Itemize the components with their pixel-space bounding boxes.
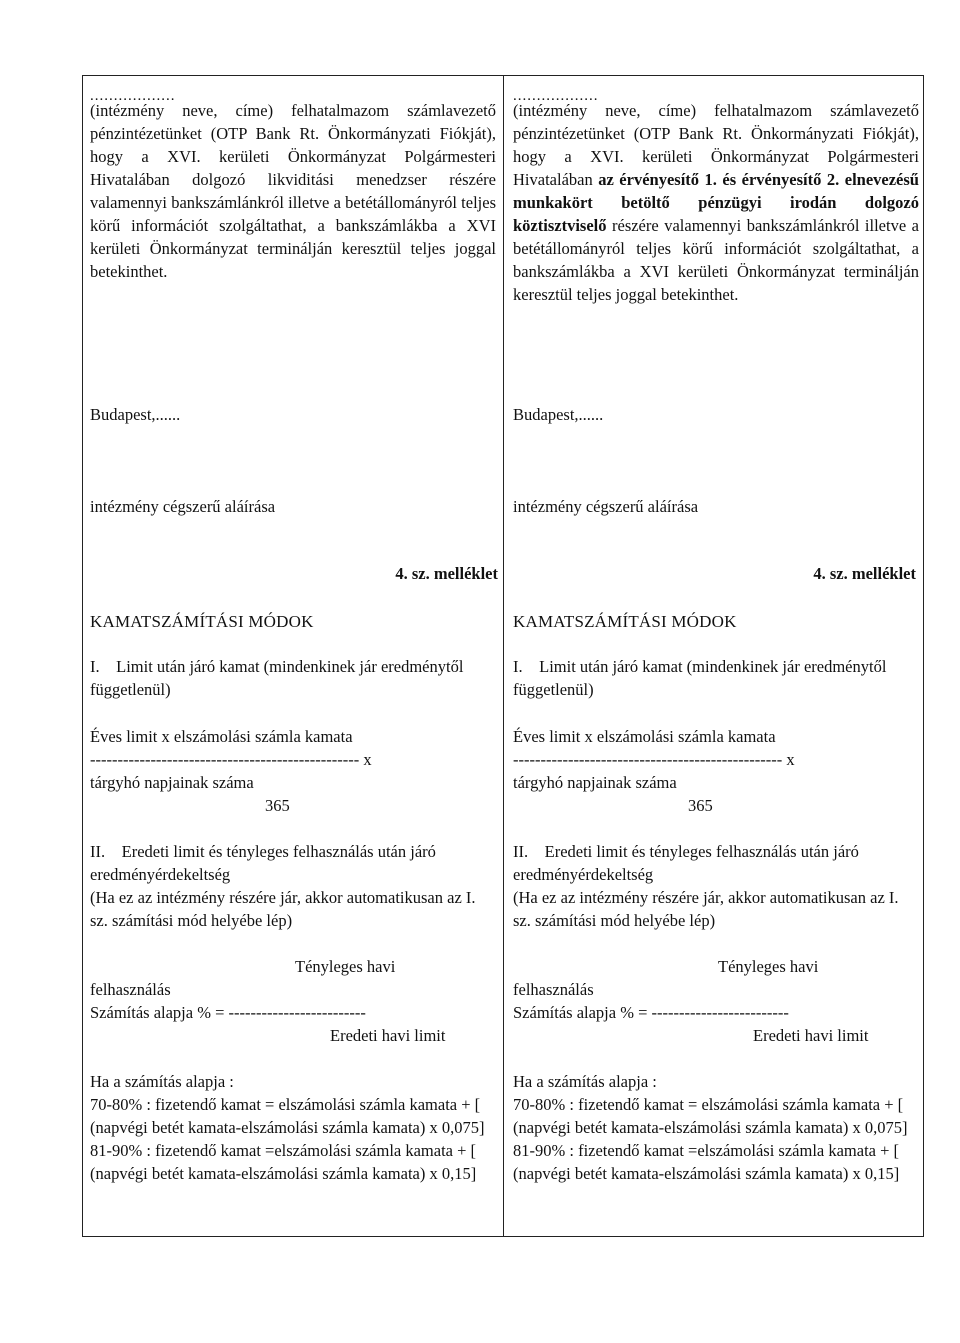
authorization-paragraph: (intézmény neve, címe) felhatalmazom számlavezető pénzintézetünket (OTP Bank Rt. Önkormányzati Fiókját), hogy a XVI. kerületi Önkormányzat Polgármesteri Hivatalában az érvényesítő 1. és érvényesítő 2. elnevezésű munkakört betöltő pénzügyi irodán dolgozó köztisztviselő részére valamennyi bankszámlánkról illetve a betétállományról teljes körű információt szolgáltathat, a bankszámlákba a XVI kerületi Önkormányzat terminálján keresztül teljes joggal betekinthet.	[513, 101, 919, 304]
authorization-text	[90, 99, 496, 283]
place-date: Budapest,......	[90, 405, 181, 424]
formula-1: Éves limit x elszámolási számla kamata ------------------------------------------------- x tárgyhó napjainak száma 365	[90, 727, 372, 815]
signature-line: intézmény cégszerű aláírása	[90, 497, 276, 516]
section-2: II. Eredeti limit és tényleges felhasználás után járó eredményérdekeltség (Ha ez az intézmény részére jár, akkor automatikusan az I. sz. számítási mód helyébe lép)	[90, 842, 476, 930]
section-1: I. Limit után járó kamat (mindenkinek jár eredménytől függetlenül)	[513, 657, 891, 699]
section-1: I. Limit után járó kamat (mindenkinek jár eredménytől függetlenül)	[90, 657, 468, 699]
formula-1: Éves limit x elszámolási számla kamata ------------------------------------------------- x tárgyhó napjainak száma 365	[513, 727, 795, 815]
section-2: II. Eredeti limit és tényleges felhasználás után járó eredményérdekeltség (Ha ez az intézmény részére jár, akkor automatikusan az I. sz. számítási mód helyébe lép)	[513, 842, 899, 930]
authorization-paragraph: (intézmény neve, címe) felhatalmazom számlavezető pénzintézetünket (OTP Bank Rt. Önkormányzati Fiókját), hogy a XVI. kerületi Önkormányzat Polgármesteri Hivatalában dolgozó likviditási menedzser részére valamennyi bankszámlánkról illetve a betétállományról teljes körű információt szolgáltathat, a bankszámlákba a XVI kerületi Önkormányzat terminálján keresztül teljes joggal betekinthet.	[90, 101, 496, 281]
dots-placeholder: ..................	[513, 88, 599, 104]
annex-label: 4. sz. melléklet	[395, 564, 498, 583]
annex-heading: KAMATSZÁMÍTÁSI MÓDOK	[90, 612, 314, 631]
annex-label: 4. sz. melléklet	[813, 564, 916, 583]
annex-heading: KAMATSZÁMÍTÁSI MÓDOK	[513, 612, 737, 631]
dots-placeholder: ..................	[90, 88, 176, 104]
signature-line: intézmény cégszerű aláírása	[513, 497, 699, 516]
formula-2: Tényleges havi felhasználás Számítás alapja % = ------------------------- Eredeti havi limit	[90, 957, 446, 1045]
place-date: Budapest,......	[513, 405, 604, 424]
authorization-text	[513, 99, 919, 306]
rules: Ha a számítás alapja : 70-80% : fizetendő kamat = elszámolási számla kamata + [ (napvégi betét kamata-elszámolási számla kamata) x 0,075] 81-90% : fizetendő kamat =elszámolási számla kamata + [ (napvégi betét kamata-elszámolási számla kamata) x 0,15]	[513, 1072, 908, 1183]
column-divider	[503, 75, 504, 1237]
formula-2: Tényleges havi felhasználás Számítás alapja % = ------------------------- Eredeti havi limit	[513, 957, 869, 1045]
rules: Ha a számítás alapja : 70-80% : fizetendő kamat = elszámolási számla kamata + [ (napvégi betét kamata-elszámolási számla kamata) x 0,075] 81-90% : fizetendő kamat =elszámolási számla kamata + [ (napvégi betét kamata-elszámolási számla kamata) x 0,15]	[90, 1072, 485, 1183]
